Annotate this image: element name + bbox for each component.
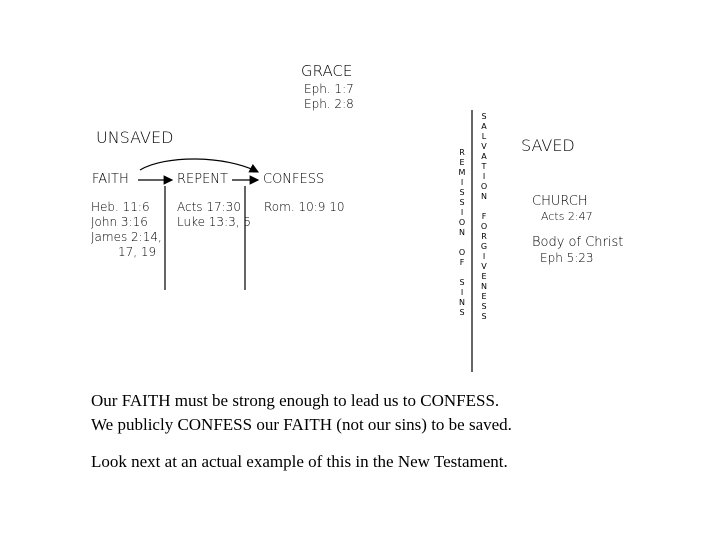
text-line-2: We publicly CONFESS our FAITH (not our sins) to be saved. bbox=[91, 415, 512, 434]
faith-ref-1: Heb. 11:6 bbox=[91, 200, 150, 214]
remission-letter: N bbox=[459, 228, 465, 237]
salvation-letter: L bbox=[481, 132, 487, 141]
salvation-letter: E bbox=[481, 272, 487, 281]
salvation-letter: O bbox=[480, 222, 488, 231]
step-faith-label: FAITH bbox=[92, 172, 129, 187]
curved-arrow-faith-to-confess bbox=[140, 159, 258, 172]
remission-letter: S bbox=[459, 198, 465, 207]
salvation-letter: S bbox=[481, 302, 487, 311]
faith-ref-3: James 2:14, bbox=[91, 230, 162, 244]
remission-letter: M bbox=[458, 168, 466, 177]
salvation-letter: I bbox=[482, 252, 486, 261]
faith-ref-2: John 3:16 bbox=[91, 215, 148, 229]
salvation-letter: V bbox=[481, 142, 487, 151]
remission-letter: S bbox=[459, 188, 465, 197]
faith-ref-4: 17, 19 bbox=[118, 245, 157, 259]
remission-letter: R bbox=[459, 148, 465, 157]
saved-title: SAVED bbox=[521, 136, 575, 155]
salvation-letter: I bbox=[482, 172, 486, 181]
faith-refs bbox=[91, 200, 162, 260]
remission-letter: I bbox=[460, 288, 464, 297]
body-of-christ-ref: Eph 5:23 bbox=[540, 251, 594, 265]
remission-letter: S bbox=[459, 308, 465, 317]
remission-of-sins-vertical bbox=[458, 148, 466, 318]
remission-letter: F bbox=[459, 258, 465, 267]
grace-title: GRACE bbox=[301, 62, 353, 80]
repent-ref-2: Luke 13:3, 5 bbox=[177, 215, 252, 229]
text-line-3: Look next at an actual example of this in the New Testament. bbox=[91, 452, 508, 471]
unsaved-title: UNSAVED bbox=[96, 128, 174, 147]
salvation-letter: F bbox=[481, 212, 487, 221]
repent-ref-1: Acts 17:30 bbox=[177, 200, 241, 214]
confess-ref-1: Rom. 10:9 10 bbox=[264, 200, 345, 214]
salvation-letter: N bbox=[481, 192, 487, 201]
remission-letter: S bbox=[459, 278, 465, 287]
remission-letter: N bbox=[459, 298, 465, 307]
salvation-letter: A bbox=[481, 152, 487, 161]
repent-refs bbox=[177, 200, 251, 230]
grace-ref-1: Eph. 1:7 bbox=[304, 82, 354, 96]
salvation-letter: S bbox=[481, 312, 487, 321]
remission-letter: E bbox=[459, 158, 465, 167]
salvation-letter: V bbox=[481, 262, 487, 271]
salvation-letter: A bbox=[481, 122, 487, 131]
grace-ref-2: Eph. 2:8 bbox=[304, 97, 354, 111]
church-label: CHURCH bbox=[532, 194, 588, 209]
step-repent-label: REPENT bbox=[177, 172, 228, 187]
step-confess-label: CONFESS bbox=[263, 172, 325, 187]
remission-letter: O bbox=[458, 248, 466, 257]
church-ref: Acts 2:47 bbox=[541, 210, 593, 223]
remission-letter: I bbox=[460, 178, 464, 187]
salvation-letter: E bbox=[481, 292, 487, 301]
confess-refs bbox=[264, 200, 345, 215]
salvation-letter: T bbox=[481, 162, 487, 171]
salvation-letter: N bbox=[481, 282, 487, 291]
body-of-christ-label: Body of Christ bbox=[532, 235, 624, 250]
remission-letter: O bbox=[458, 218, 466, 227]
salvation-letter: R bbox=[481, 232, 487, 241]
salvation-letter: G bbox=[480, 242, 488, 251]
salvation-letter: S bbox=[481, 112, 487, 121]
salvation-forgiveness-vertical bbox=[480, 112, 488, 322]
remission-letter: I bbox=[460, 208, 464, 217]
text-line-1: Our FAITH must be strong enough to lead us to CONFESS. bbox=[91, 391, 500, 410]
salvation-letter: O bbox=[480, 182, 488, 191]
